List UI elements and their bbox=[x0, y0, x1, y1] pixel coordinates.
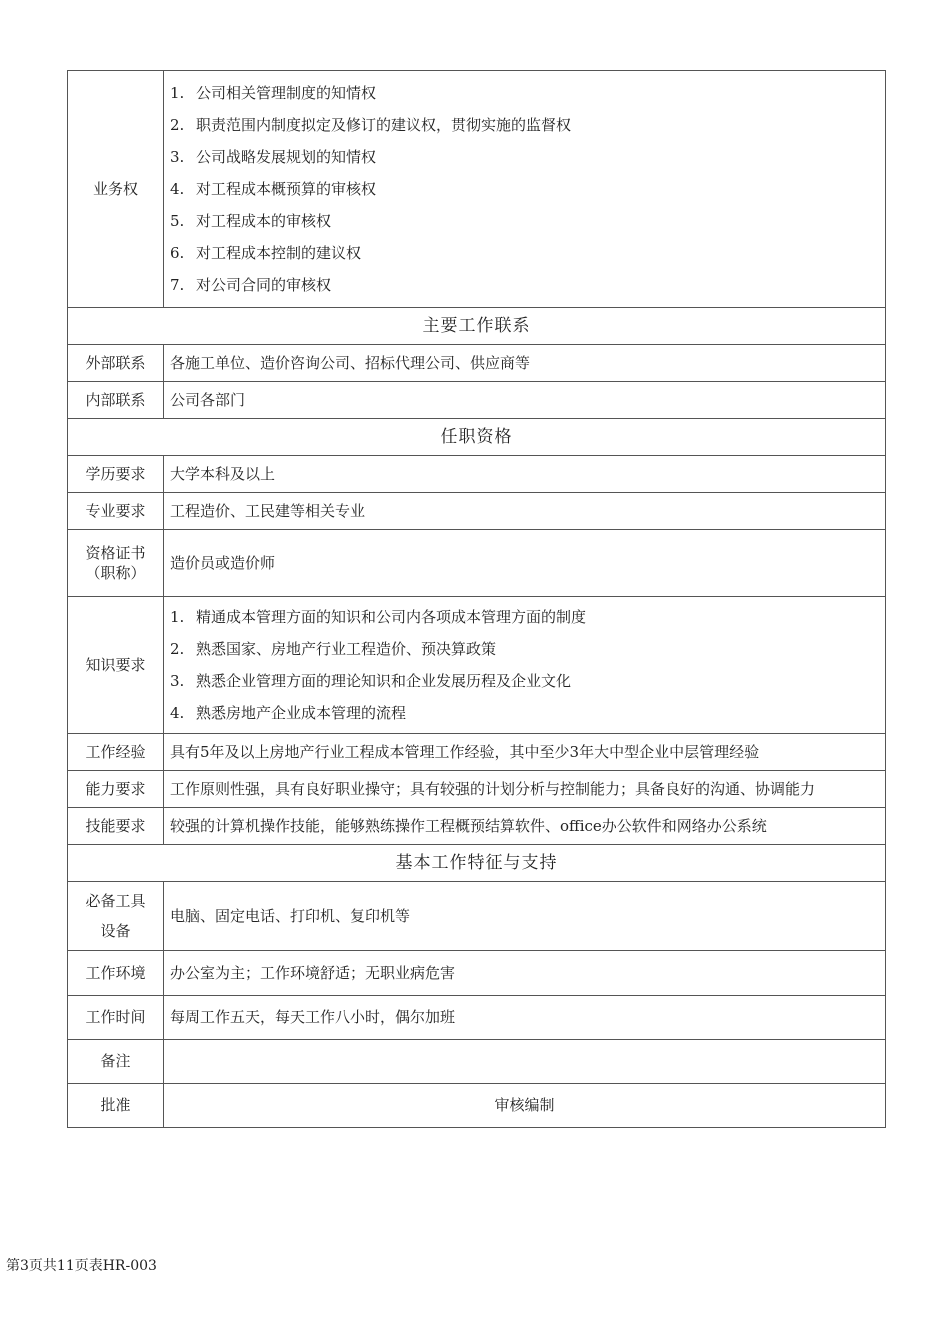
page-footer: 第3页共11页表HR-003 bbox=[6, 1258, 157, 1274]
list-item-text: 公司战略发展规划的知情权 bbox=[196, 148, 377, 166]
list-item-number: 2. bbox=[170, 116, 185, 134]
approval-label: 批准 bbox=[68, 1084, 164, 1128]
work-time-row bbox=[68, 996, 886, 1040]
approval-row bbox=[68, 1084, 886, 1128]
list-item-number: 4. bbox=[170, 704, 185, 722]
business-rights-list bbox=[170, 73, 879, 305]
list-item bbox=[170, 665, 879, 697]
work-time-value: 每周工作五天，每天工作八小时，偶尔加班 bbox=[164, 996, 886, 1040]
internal-relations-value: 公司各部门 bbox=[164, 382, 886, 419]
certificate-row bbox=[68, 530, 886, 597]
internal-relations-label: 内部联系 bbox=[68, 382, 164, 419]
job-description-table bbox=[67, 70, 886, 1128]
business-rights-label: 业务权 bbox=[68, 71, 164, 308]
environment-label: 工作环境 bbox=[68, 951, 164, 996]
ability-row bbox=[68, 771, 886, 808]
experience-row bbox=[68, 734, 886, 771]
list-item-number: 1. bbox=[170, 608, 185, 626]
tools-row bbox=[68, 882, 886, 951]
knowledge-cell bbox=[164, 597, 886, 734]
work-features-title: 基本工作特征与支持 bbox=[68, 845, 886, 882]
list-item-number: 3. bbox=[170, 672, 185, 690]
environment-value: 办公室为主；工作环境舒适；无职业病危害 bbox=[164, 951, 886, 996]
list-item-text: 熟悉企业管理方面的理论知识和企业发展历程及企业文化 bbox=[196, 672, 572, 690]
business-rights-row bbox=[68, 71, 886, 308]
remarks-value bbox=[164, 1040, 886, 1084]
list-item-number: 2. bbox=[170, 640, 185, 658]
major-row bbox=[68, 493, 886, 530]
list-item-number: 3. bbox=[170, 148, 185, 166]
education-label: 学历要求 bbox=[68, 456, 164, 493]
environment-row bbox=[68, 951, 886, 996]
list-item-text: 对公司合同的审核权 bbox=[196, 276, 332, 294]
list-item-text: 职责范围内制度拟定及修订的建议权，贯彻实施的监督权 bbox=[196, 116, 572, 134]
list-item-text: 熟悉房地产企业成本管理的流程 bbox=[196, 704, 407, 722]
certificate-value: 造价员或造价师 bbox=[164, 530, 886, 597]
external-relations-value: 各施工单位、造价咨询公司、招标代理公司、供应商等 bbox=[164, 345, 886, 382]
ability-label: 能力要求 bbox=[68, 771, 164, 808]
remarks-row bbox=[68, 1040, 886, 1084]
list-item bbox=[170, 77, 879, 109]
list-item-text: 对工程成本的审核权 bbox=[196, 212, 332, 230]
list-item bbox=[170, 237, 879, 269]
certificate-label-line1: 资格证书 bbox=[85, 543, 146, 562]
list-item-text: 对工程成本控制的建议权 bbox=[196, 244, 362, 262]
list-item bbox=[170, 205, 879, 237]
certificate-label bbox=[68, 530, 164, 597]
work-time-label: 工作时间 bbox=[68, 996, 164, 1040]
qualifications-header-row bbox=[68, 419, 886, 456]
list-item-number: 6. bbox=[170, 244, 185, 262]
skill-label: 技能要求 bbox=[68, 808, 164, 845]
list-item-text: 对工程成本概预算的审核权 bbox=[196, 180, 377, 198]
approval-value: 审核编制 bbox=[164, 1084, 886, 1128]
list-item-text: 熟悉国家、房地产行业工程造价、预决算政策 bbox=[196, 640, 497, 658]
list-item-text: 公司相关管理制度的知情权 bbox=[196, 84, 377, 102]
knowledge-row bbox=[68, 597, 886, 734]
external-relations-row bbox=[68, 345, 886, 382]
education-row bbox=[68, 456, 886, 493]
work-features-header-row bbox=[68, 845, 886, 882]
list-item-text: 精通成本管理方面的知识和公司内各项成本管理方面的制度 bbox=[196, 608, 587, 626]
education-value: 大学本科及以上 bbox=[164, 456, 886, 493]
qualifications-title: 任职资格 bbox=[68, 419, 886, 456]
major-label: 专业要求 bbox=[68, 493, 164, 530]
list-item bbox=[170, 633, 879, 665]
list-item bbox=[170, 173, 879, 205]
skill-row bbox=[68, 808, 886, 845]
remarks-label: 备注 bbox=[68, 1040, 164, 1084]
list-item bbox=[170, 601, 879, 633]
tools-label-line2: 设备 bbox=[100, 922, 131, 940]
list-item bbox=[170, 697, 879, 729]
knowledge-label: 知识要求 bbox=[68, 597, 164, 734]
tools-label bbox=[68, 882, 164, 951]
skill-value: 较强的计算机操作技能，能够熟练操作工程概预结算软件、office办公软件和网络办公系统 bbox=[164, 808, 886, 845]
list-item bbox=[170, 109, 879, 141]
list-item bbox=[170, 141, 879, 173]
experience-value: 具有5年及以上房地产行业工程成本管理工作经验，其中至少3年大中型企业中层管理经验 bbox=[164, 734, 886, 771]
work-relations-title: 主要工作联系 bbox=[68, 308, 886, 345]
internal-relations-row bbox=[68, 382, 886, 419]
list-item-number: 4. bbox=[170, 180, 185, 198]
tools-label-line1: 必备工具 bbox=[85, 892, 146, 910]
work-relations-header-row bbox=[68, 308, 886, 345]
major-value: 工程造价、工民建等相关专业 bbox=[164, 493, 886, 530]
tools-value: 电脑、固定电话、打印机、复印机等 bbox=[164, 882, 886, 951]
list-item-number: 5. bbox=[170, 212, 185, 230]
external-relations-label: 外部联系 bbox=[68, 345, 164, 382]
list-item-number: 1. bbox=[170, 84, 185, 102]
list-item-number: 7. bbox=[170, 276, 185, 294]
experience-label: 工作经验 bbox=[68, 734, 164, 771]
list-item bbox=[170, 269, 879, 301]
knowledge-list bbox=[170, 597, 879, 733]
business-rights-cell bbox=[164, 71, 886, 308]
ability-value: 工作原则性强，具有良好职业操守；具有较强的计划分析与控制能力；具备良好的沟通、协调能力 bbox=[164, 771, 886, 808]
certificate-label-line2: （职称） bbox=[85, 564, 146, 582]
